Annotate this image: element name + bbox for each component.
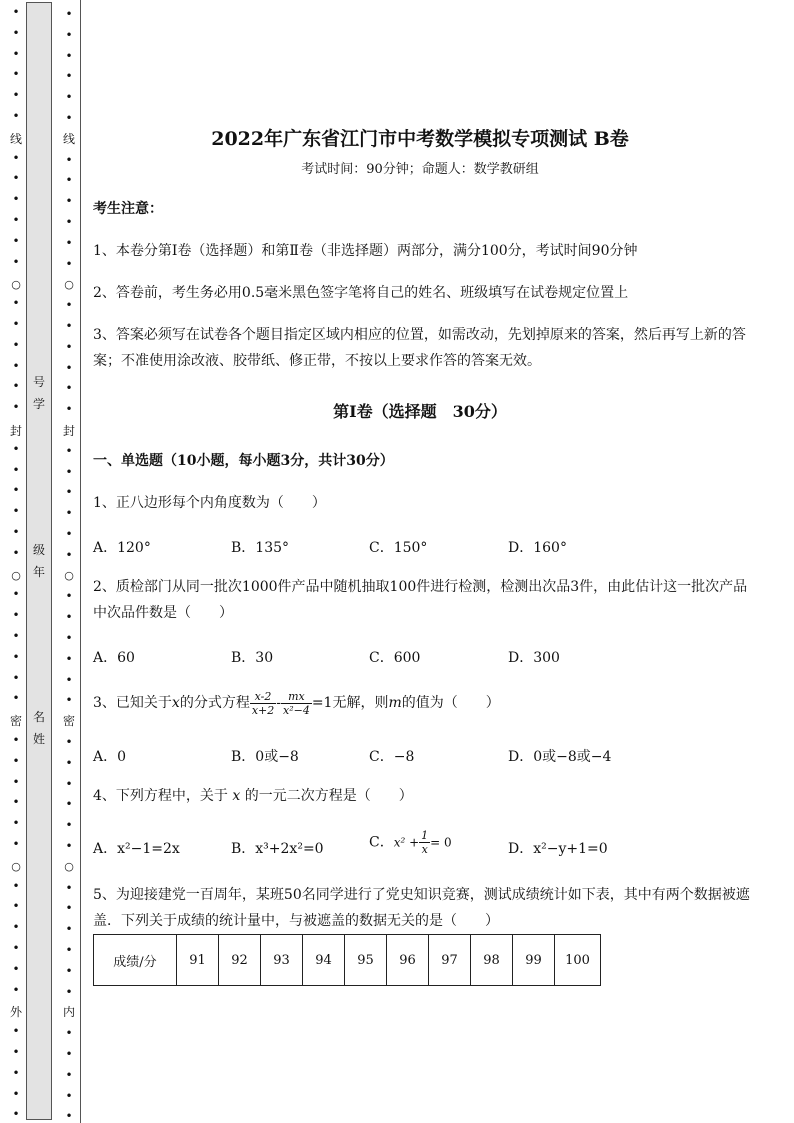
seal-dot: • bbox=[65, 672, 73, 687]
question-2-stem: 2、质检部门从同一批次1000件产品中随机抽取100件进行检测，检测出次品3件，由此估计这一批次产品中次品件数是（ ） bbox=[93, 579, 748, 621]
seal-dot: • bbox=[65, 922, 73, 937]
seal-dot: • bbox=[65, 651, 73, 666]
q4-option-c-rhs: = 0 bbox=[430, 835, 452, 850]
q3-text-4: 的值为（ ） bbox=[401, 695, 500, 711]
seal-dot: • bbox=[12, 5, 20, 19]
seal-dot: • bbox=[12, 483, 20, 498]
question-5-stem: 5、为迎接建党一百周年，某班50名同学进行了党史知识竞赛，测试成绩统计如下表，其中有两个数据被遮盖．下列关于成绩的统计量中，与被遮盖的数据无关的是（ ） bbox=[93, 887, 750, 929]
seal-dot: • bbox=[65, 256, 73, 271]
table-cell: 97 bbox=[429, 935, 471, 986]
notice-item: 2、答卷前，考生务必用0.5毫米黑色签字笔将自己的姓名、班级填写在试卷规定位置上 bbox=[93, 285, 629, 301]
q3-option-a: A．0 bbox=[93, 749, 127, 765]
q4-option-c-fraction: $\frac{1}{x}$ bbox=[421, 829, 429, 856]
seal-dot: • bbox=[12, 920, 20, 935]
seal-dot: • bbox=[65, 235, 73, 250]
question-3-stem bbox=[93, 688, 753, 718]
q3-option-d: D．0或−8或−4 bbox=[508, 749, 612, 765]
q3-var-x: x bbox=[171, 695, 180, 711]
seal-dot: • bbox=[65, 631, 73, 645]
seal-dot: • bbox=[12, 254, 20, 269]
seal-dot: • bbox=[12, 441, 20, 456]
field-label-nian: 年 bbox=[32, 565, 45, 579]
field-label-xue: 学 bbox=[32, 397, 45, 411]
seal-dot: • bbox=[65, 901, 73, 916]
seal-dot: • bbox=[12, 733, 20, 747]
seal-dot: • bbox=[12, 795, 20, 810]
q3-option-b: B．0或−8 bbox=[231, 749, 299, 765]
seal-dot: • bbox=[65, 339, 73, 354]
q4-var-x: x bbox=[232, 788, 241, 804]
seal-dot: • bbox=[65, 735, 73, 749]
seal-dot: • bbox=[12, 961, 20, 976]
seal-dot: • bbox=[65, 194, 73, 209]
seal-dot: • bbox=[12, 525, 20, 539]
seal-dot: • bbox=[12, 379, 20, 394]
seal-dot: • bbox=[65, 755, 73, 770]
seal-dot: • bbox=[12, 1107, 20, 1122]
seal-dot: • bbox=[12, 150, 20, 165]
seal-dot: • bbox=[12, 213, 20, 227]
seal-dot: • bbox=[12, 358, 20, 373]
seal-dot: • bbox=[65, 506, 73, 521]
seal-dot: • bbox=[65, 443, 73, 458]
seal-dot: • bbox=[12, 25, 20, 40]
seal-dot: • bbox=[65, 48, 73, 63]
table-header-cell: 成绩/分 bbox=[94, 935, 177, 986]
q3-var-m: m bbox=[388, 695, 402, 711]
seal-dot: • bbox=[65, 173, 73, 188]
table-cell: 91 bbox=[177, 935, 219, 986]
seal-dot: • bbox=[65, 215, 73, 229]
q3-fraction-1: $\frac{x-2}{x+2}$ bbox=[251, 689, 275, 717]
seal-dot: • bbox=[12, 649, 20, 664]
table-cell: 99 bbox=[513, 935, 555, 986]
table-cell: 94 bbox=[303, 935, 345, 986]
seal-dot: • bbox=[12, 629, 20, 643]
seal-circle-mark: ○ bbox=[64, 278, 74, 291]
q3-text-1: 3、已知关于 bbox=[93, 695, 172, 711]
seal-dot: • bbox=[12, 504, 20, 519]
table-cell: 93 bbox=[261, 935, 303, 986]
seal-dot: • bbox=[65, 27, 73, 42]
seal-dot: • bbox=[12, 109, 20, 123]
seal-dot: • bbox=[65, 485, 73, 500]
seal-circle-mark: ○ bbox=[64, 569, 74, 582]
seal-circle-mark: ○ bbox=[11, 278, 21, 291]
seal-dot: • bbox=[65, 360, 73, 375]
q2-option-b: B．30 bbox=[231, 650, 274, 666]
seal-dot: • bbox=[12, 171, 20, 186]
seal-dot: • bbox=[12, 587, 20, 602]
seal-label: 外 bbox=[9, 1005, 22, 1019]
seal-dot: • bbox=[12, 774, 20, 789]
seal-label: 线 bbox=[62, 132, 75, 146]
seal-dot: • bbox=[12, 753, 20, 768]
table-cell: 96 bbox=[387, 935, 429, 986]
seal-dot: • bbox=[12, 816, 20, 831]
q1-option-d: D．160° bbox=[508, 540, 567, 556]
seal-dot: • bbox=[65, 984, 73, 999]
q4-text-1: 4、下列方程中，关于 bbox=[93, 788, 228, 804]
q3-fraction-2: $\frac{mx}{\text{x²−4}}$ bbox=[282, 689, 310, 717]
seal-dot: • bbox=[65, 319, 73, 333]
q2-option-d: D．300 bbox=[508, 650, 560, 666]
question-4-stem bbox=[93, 783, 753, 809]
page-subtitle: 考试时间：90分钟；命题人：数学教研组 bbox=[301, 162, 539, 177]
seal-dot: • bbox=[65, 589, 73, 604]
seal-dot: • bbox=[12, 67, 20, 82]
seal-circle-mark: ○ bbox=[11, 860, 21, 873]
seal-dot: • bbox=[12, 317, 20, 331]
table-cell: 92 bbox=[219, 935, 261, 986]
notice-item: 1、本卷分第I卷（选择题）和第Ⅱ卷（非选择题）两部分，满分100分，考试时间90分钟 bbox=[93, 243, 638, 259]
seal-dot: • bbox=[65, 111, 73, 125]
seal-dot: • bbox=[12, 837, 20, 851]
seal-dot: • bbox=[12, 46, 20, 61]
q3-text-2: 的分式方程 bbox=[179, 695, 250, 711]
seal-dot: • bbox=[12, 192, 20, 207]
seal-dot: • bbox=[12, 337, 20, 352]
seal-dot: • bbox=[65, 90, 73, 105]
q4-option-d: D．x²−y+1=0 bbox=[508, 841, 608, 857]
seal-label: 封 bbox=[62, 424, 75, 438]
field-label-ji: 级 bbox=[32, 543, 45, 557]
seal-dot: • bbox=[65, 1109, 73, 1123]
seal-circle-mark: ○ bbox=[64, 860, 74, 873]
seal-dot: • bbox=[12, 982, 20, 997]
seal-label: 密 bbox=[9, 714, 22, 728]
table-row bbox=[94, 935, 601, 986]
seal-dot: • bbox=[65, 880, 73, 895]
seal-dot: • bbox=[65, 1047, 73, 1061]
seal-dot: • bbox=[65, 1067, 73, 1082]
q2-option-a: A．60 bbox=[93, 650, 135, 666]
seal-dot: • bbox=[12, 400, 20, 415]
q3-option-c: C．−8 bbox=[369, 749, 415, 765]
q4-option-c-lhs: x² + bbox=[393, 835, 420, 850]
binding-strip bbox=[26, 2, 52, 1120]
q2-option-c: C．600 bbox=[369, 650, 421, 666]
seal-label: 密 bbox=[62, 714, 75, 728]
page-title: 2022年广东省江门市中考数学模拟专项测试 B卷 bbox=[211, 128, 629, 150]
notice-item: 3、答案必须写在试卷各个题目指定区域内相应的位置，如需改动，先划掉原来的答案，然后再写上新的答案；不准使用涂改液、胶带纸、修正带，不按以上要求作答的答案无效。 bbox=[93, 327, 746, 369]
seal-dot: • bbox=[65, 7, 73, 21]
table-cell: 100 bbox=[555, 935, 601, 986]
q1-option-b: B．135° bbox=[231, 540, 290, 556]
seal-dot: • bbox=[65, 69, 73, 84]
seal-label: 线 bbox=[9, 132, 22, 146]
seal-dot: • bbox=[65, 943, 73, 957]
score-table bbox=[93, 934, 601, 986]
seal-dot: • bbox=[65, 1088, 73, 1103]
field-label-hao: 号 bbox=[32, 375, 45, 389]
seal-dot: • bbox=[12, 691, 20, 706]
seal-label: 内 bbox=[62, 1005, 75, 1019]
seal-dot: • bbox=[65, 839, 73, 853]
seal-dot: • bbox=[12, 941, 20, 955]
field-label-ming: 名 bbox=[32, 710, 45, 724]
seal-dot: • bbox=[65, 402, 73, 417]
seal-dot: • bbox=[12, 462, 20, 477]
seal-dot: • bbox=[12, 1086, 20, 1101]
seal-dot: • bbox=[65, 298, 73, 313]
table-cell: 95 bbox=[345, 935, 387, 986]
seal-dot: • bbox=[12, 670, 20, 685]
q4-text-2: 的一元二次方程是（ ） bbox=[244, 788, 413, 804]
seal-dot: • bbox=[12, 88, 20, 103]
seal-dot: • bbox=[65, 610, 73, 625]
seal-dot: • bbox=[12, 1065, 20, 1080]
q4-option-b: B．x³+2x²=0 bbox=[231, 841, 324, 857]
seal-label: 封 bbox=[9, 424, 22, 438]
q4-option-c bbox=[369, 829, 452, 856]
seal-dot: • bbox=[65, 152, 73, 167]
seal-dot: • bbox=[12, 296, 20, 311]
seal-dot: • bbox=[12, 1045, 20, 1059]
seal-dot: • bbox=[65, 547, 73, 562]
binding-line bbox=[80, 0, 81, 1123]
section-title: 第I卷（选择题 30分） bbox=[333, 402, 507, 421]
q3-text-3: =1无解，则 bbox=[311, 695, 389, 711]
seal-dot: • bbox=[65, 818, 73, 833]
seal-dot: • bbox=[65, 464, 73, 479]
seal-dot: • bbox=[12, 608, 20, 623]
q1-option-c: C．150° bbox=[369, 540, 428, 556]
q4-option-c-label: C． bbox=[369, 834, 394, 851]
seal-dot: • bbox=[65, 963, 73, 978]
seal-dot: • bbox=[12, 878, 20, 893]
seal-dot: • bbox=[12, 899, 20, 914]
seal-dot: • bbox=[65, 797, 73, 812]
notice-heading: 考生注意： bbox=[93, 201, 163, 217]
seal-dot: • bbox=[65, 527, 73, 541]
question-1-stem: 1、正八边形每个内角度数为（ ） bbox=[93, 495, 326, 511]
seal-dot: • bbox=[65, 776, 73, 791]
q3-minus: - bbox=[276, 695, 281, 711]
outer-seal-marks bbox=[9, 0, 23, 1123]
seal-dot: • bbox=[65, 381, 73, 396]
seal-dot: • bbox=[12, 1024, 20, 1039]
seal-dot: • bbox=[65, 1026, 73, 1041]
table-cell: 98 bbox=[471, 935, 513, 986]
q4-option-a: A．x²−1=2x bbox=[93, 841, 180, 857]
part-heading: 一、单选题（10小题，每小题3分，共计30分） bbox=[93, 453, 394, 469]
q1-option-a: A．120° bbox=[93, 540, 151, 556]
seal-dot: • bbox=[12, 545, 20, 560]
field-label-xing: 姓 bbox=[32, 732, 45, 746]
seal-circle-mark: ○ bbox=[11, 569, 21, 582]
seal-dot: • bbox=[65, 693, 73, 708]
inner-seal-marks bbox=[62, 0, 76, 1123]
seal-dot: • bbox=[12, 233, 20, 248]
